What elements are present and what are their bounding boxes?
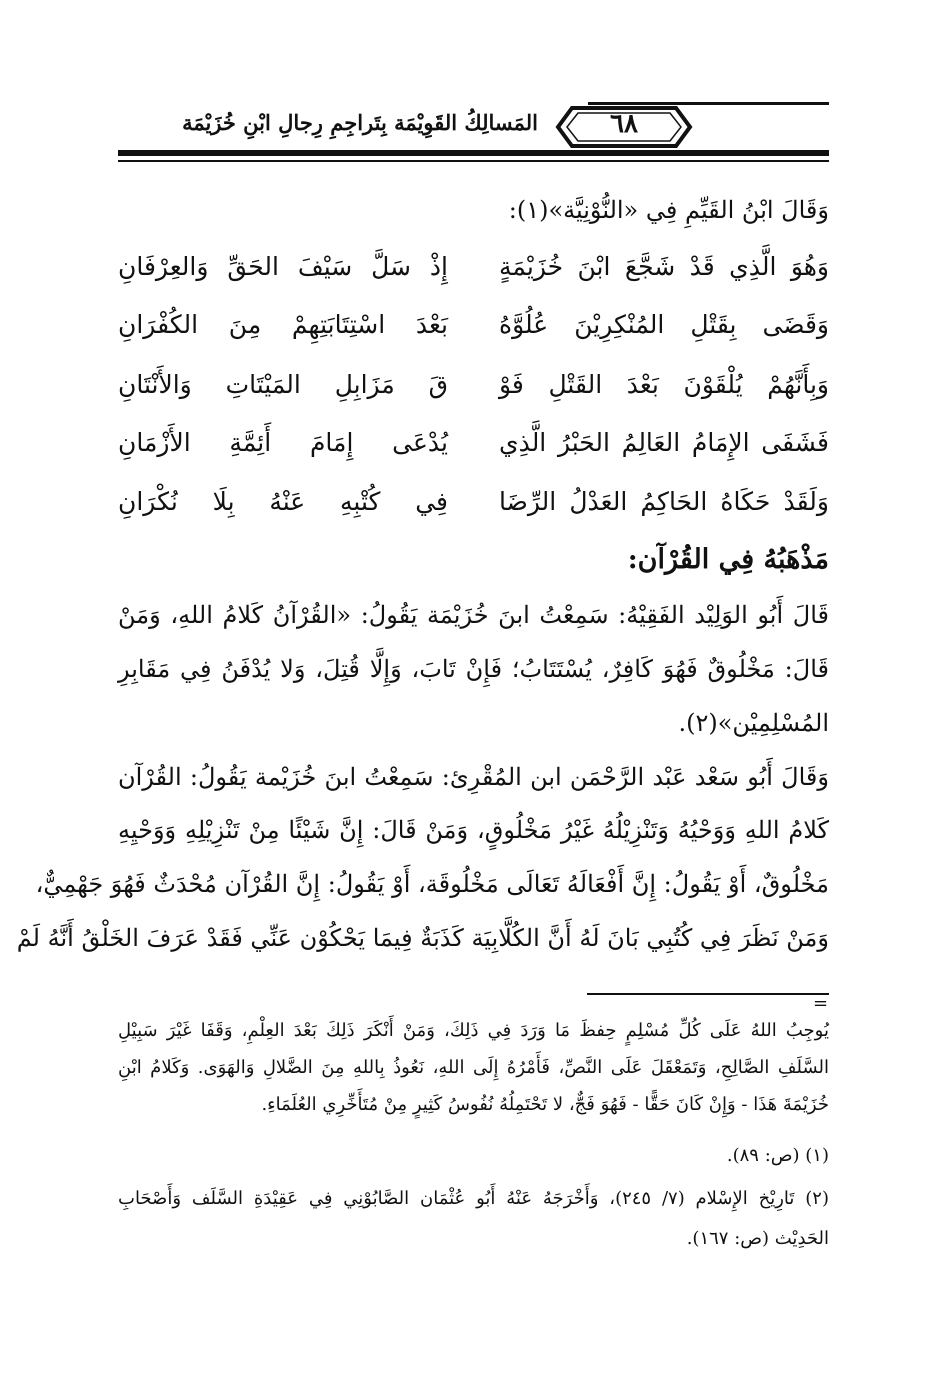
page-number-badge	[554, 104, 694, 150]
header-thin-rule	[118, 160, 829, 162]
verse-1-second-hemistich: إِذْ سَلَّ سَيْفَ الحَقِّ وَالعِرْفَانِ	[118, 252, 448, 281]
header-thick-rule	[118, 150, 829, 156]
paragraph-1-line-2: قَالَ: مَخْلُوقٌ فَهُوَ كَافِرٌ، يُسْتَتَابُ؛ فَإِنْ تَابَ، وَإِلَّا قُتِلَ، وَلا يُدْفَنُ فِي مَقَابِرِ	[118, 655, 829, 683]
paragraph-1-line-1: قَالَ أَبُو الوَلِيْد الفَقِيْهُ: سَمِعْتُ ابنَ خُزَيْمَة يَقُولُ: «القُرْآنُ كَلامُ اللهِ، وَمَنْ	[118, 601, 830, 629]
verse-4-second-hemistich: يُدْعَى إِمَامَ أَئِمَّةِ الأَزْمَانِ	[118, 428, 448, 457]
footnote-continuation-line-3: خُزَيْمَةَ هَذَا - وَإِنْ كَانَ حَقًّا - فَهُوَ فَجٌّ، لا تَحْتَمِلُهُ نُفُوسُ كَثِيرٍ مِنْ مُتَأَخِّرِي العُلَمَاءِ.	[261, 1094, 829, 1115]
footnote-2-line-2: الحَدِيْث (ص: ١٦٧).	[686, 1228, 829, 1249]
paragraph-2-line-4: وَمَنْ نَظَرَ فِي كُتُبِي بَانَ لَهُ أَنَّ الكُلَّابِيَة كَذَبَةٌ فِيمَا يَحْكُوْن عَنِّي فَقَدْ عَرَفَ الخَلْقُ أَنَّهُ لَمْ	[16, 924, 829, 952]
verse-5-second-hemistich: فِي كُتْبِهِ عَنْهُ بِلَا نُكْرَانِ	[118, 487, 448, 516]
verse-3-first-hemistich: وَبِأَنَّهُمْ يُلْقَوْنَ بَعْدَ القَتْلِ فَوْ	[499, 370, 829, 399]
running-title: المَسالِكُ القَوِيْمَة بِتَراجِمِ رِجالِ ابْنِ خُزَيْمَة	[182, 110, 538, 135]
verse-4-first-hemistich: فَشَفَى الإِمَامُ العَالِمُ الحَبْرُ الَّذِي	[499, 428, 829, 457]
footnote-separator	[587, 993, 829, 995]
poem-intro: وَقَالَ ابْنُ القَيِّمِ فِي «النُّوْنِيَّة»(١):	[508, 196, 829, 224]
paragraph-2-line-2: كَلامُ اللهِ وَوَحْيُهُ وَتَنْزِيْلُهُ غَيْرُ مَخْلُوقٍ، وَمَنْ قَالَ: إِنَّ شَيْئًا مِنْ تَنْزِيْلِهِ وَوَحْيِهِ	[118, 816, 829, 844]
verse-3-second-hemistich: قَ مَزَابِلِ المَيْتَاتِ وَالأَنْتَانِ	[118, 370, 448, 399]
page-header	[118, 92, 829, 176]
footnote-2-line-1: (٢) تَارِيْخ الإِسْلام (٧/ ٢٤٥)، وَأَخْرَجَهُ عَنْهُ أَبُو عُثْمَان الصَّابُوْنِي فِي عَقِيْدَةِ السَّلَف وَأَصْحَابِ	[118, 1188, 829, 1209]
paragraph-1-line-3: المُسْلِمِيْن»(٢).	[678, 709, 829, 737]
verse-2-first-hemistich: وَقَضَى بِقَتْلِ المُنْكِرِيْنَ عُلُوَّهُ	[499, 310, 829, 339]
footnote-continuation-line-1: يُوجِبُ اللهُ عَلَى كُلِّ مُسْلِمٍ حِفظَ مَا وَرَدَ فِي ذَلِكَ، وَمَنْ أَنْكَرَ ذَلِكَ بَعْدَ العِلْمِ، وَقَفَا غَيْرَ سَبِيْلِ	[118, 1020, 829, 1041]
paragraph-2-line-3: مَخْلُوقٌ، أَوْ يَقُولُ: إِنَّ أَفْعَالَهُ تَعَالَى مَخْلُوقَة، أَوْ يَقُولُ: إِنَّ القُرْآن مُحْدَثٌ فَهُوَ جَهْمِيٌّ،	[35, 870, 829, 898]
verse-5-first-hemistich: وَلَقَدْ حَكَاهُ الحَاكِمُ العَدْلُ الرِّضَا	[499, 487, 829, 516]
paragraph-2-line-1: وَقَالَ أَبُو سَعْد عَبْد الرَّحْمَن ابن المُقْرِئ: سَمِعْتُ ابنَ خُزَيْمة يَقُولُ: القُرْآن	[118, 763, 829, 791]
page-number: ٦٨	[610, 109, 638, 139]
verse-2-second-hemistich: بَعْدَ اسْتِتَابَتِهِمْ مِنَ الكُفْرَانِ	[118, 310, 448, 339]
footnote-1: (١) (ص: ٨٩).	[726, 1145, 829, 1166]
verse-1-first-hemistich: وَهُوَ الَّذِي قَدْ شَجَّعَ ابْنَ خُزَيْمَةٍ	[499, 252, 829, 281]
section-heading: مَذْهَبُهُ فِي القُرْآن:	[627, 544, 829, 575]
footnote-continuation-line-2: السَّلَفِ الصَّالِحِ، وَتَمَعْقَلَ عَلَى النَّصِّ، فَأَمْرُهُ إِلَى اللهِ، نَعُوذُ بِاللهِ مِنَ الضَّلالِ وَالهَوَى. وَكَلامُ ابْنِ	[118, 1057, 829, 1078]
footnote-continuation-mark: =	[813, 993, 829, 1014]
